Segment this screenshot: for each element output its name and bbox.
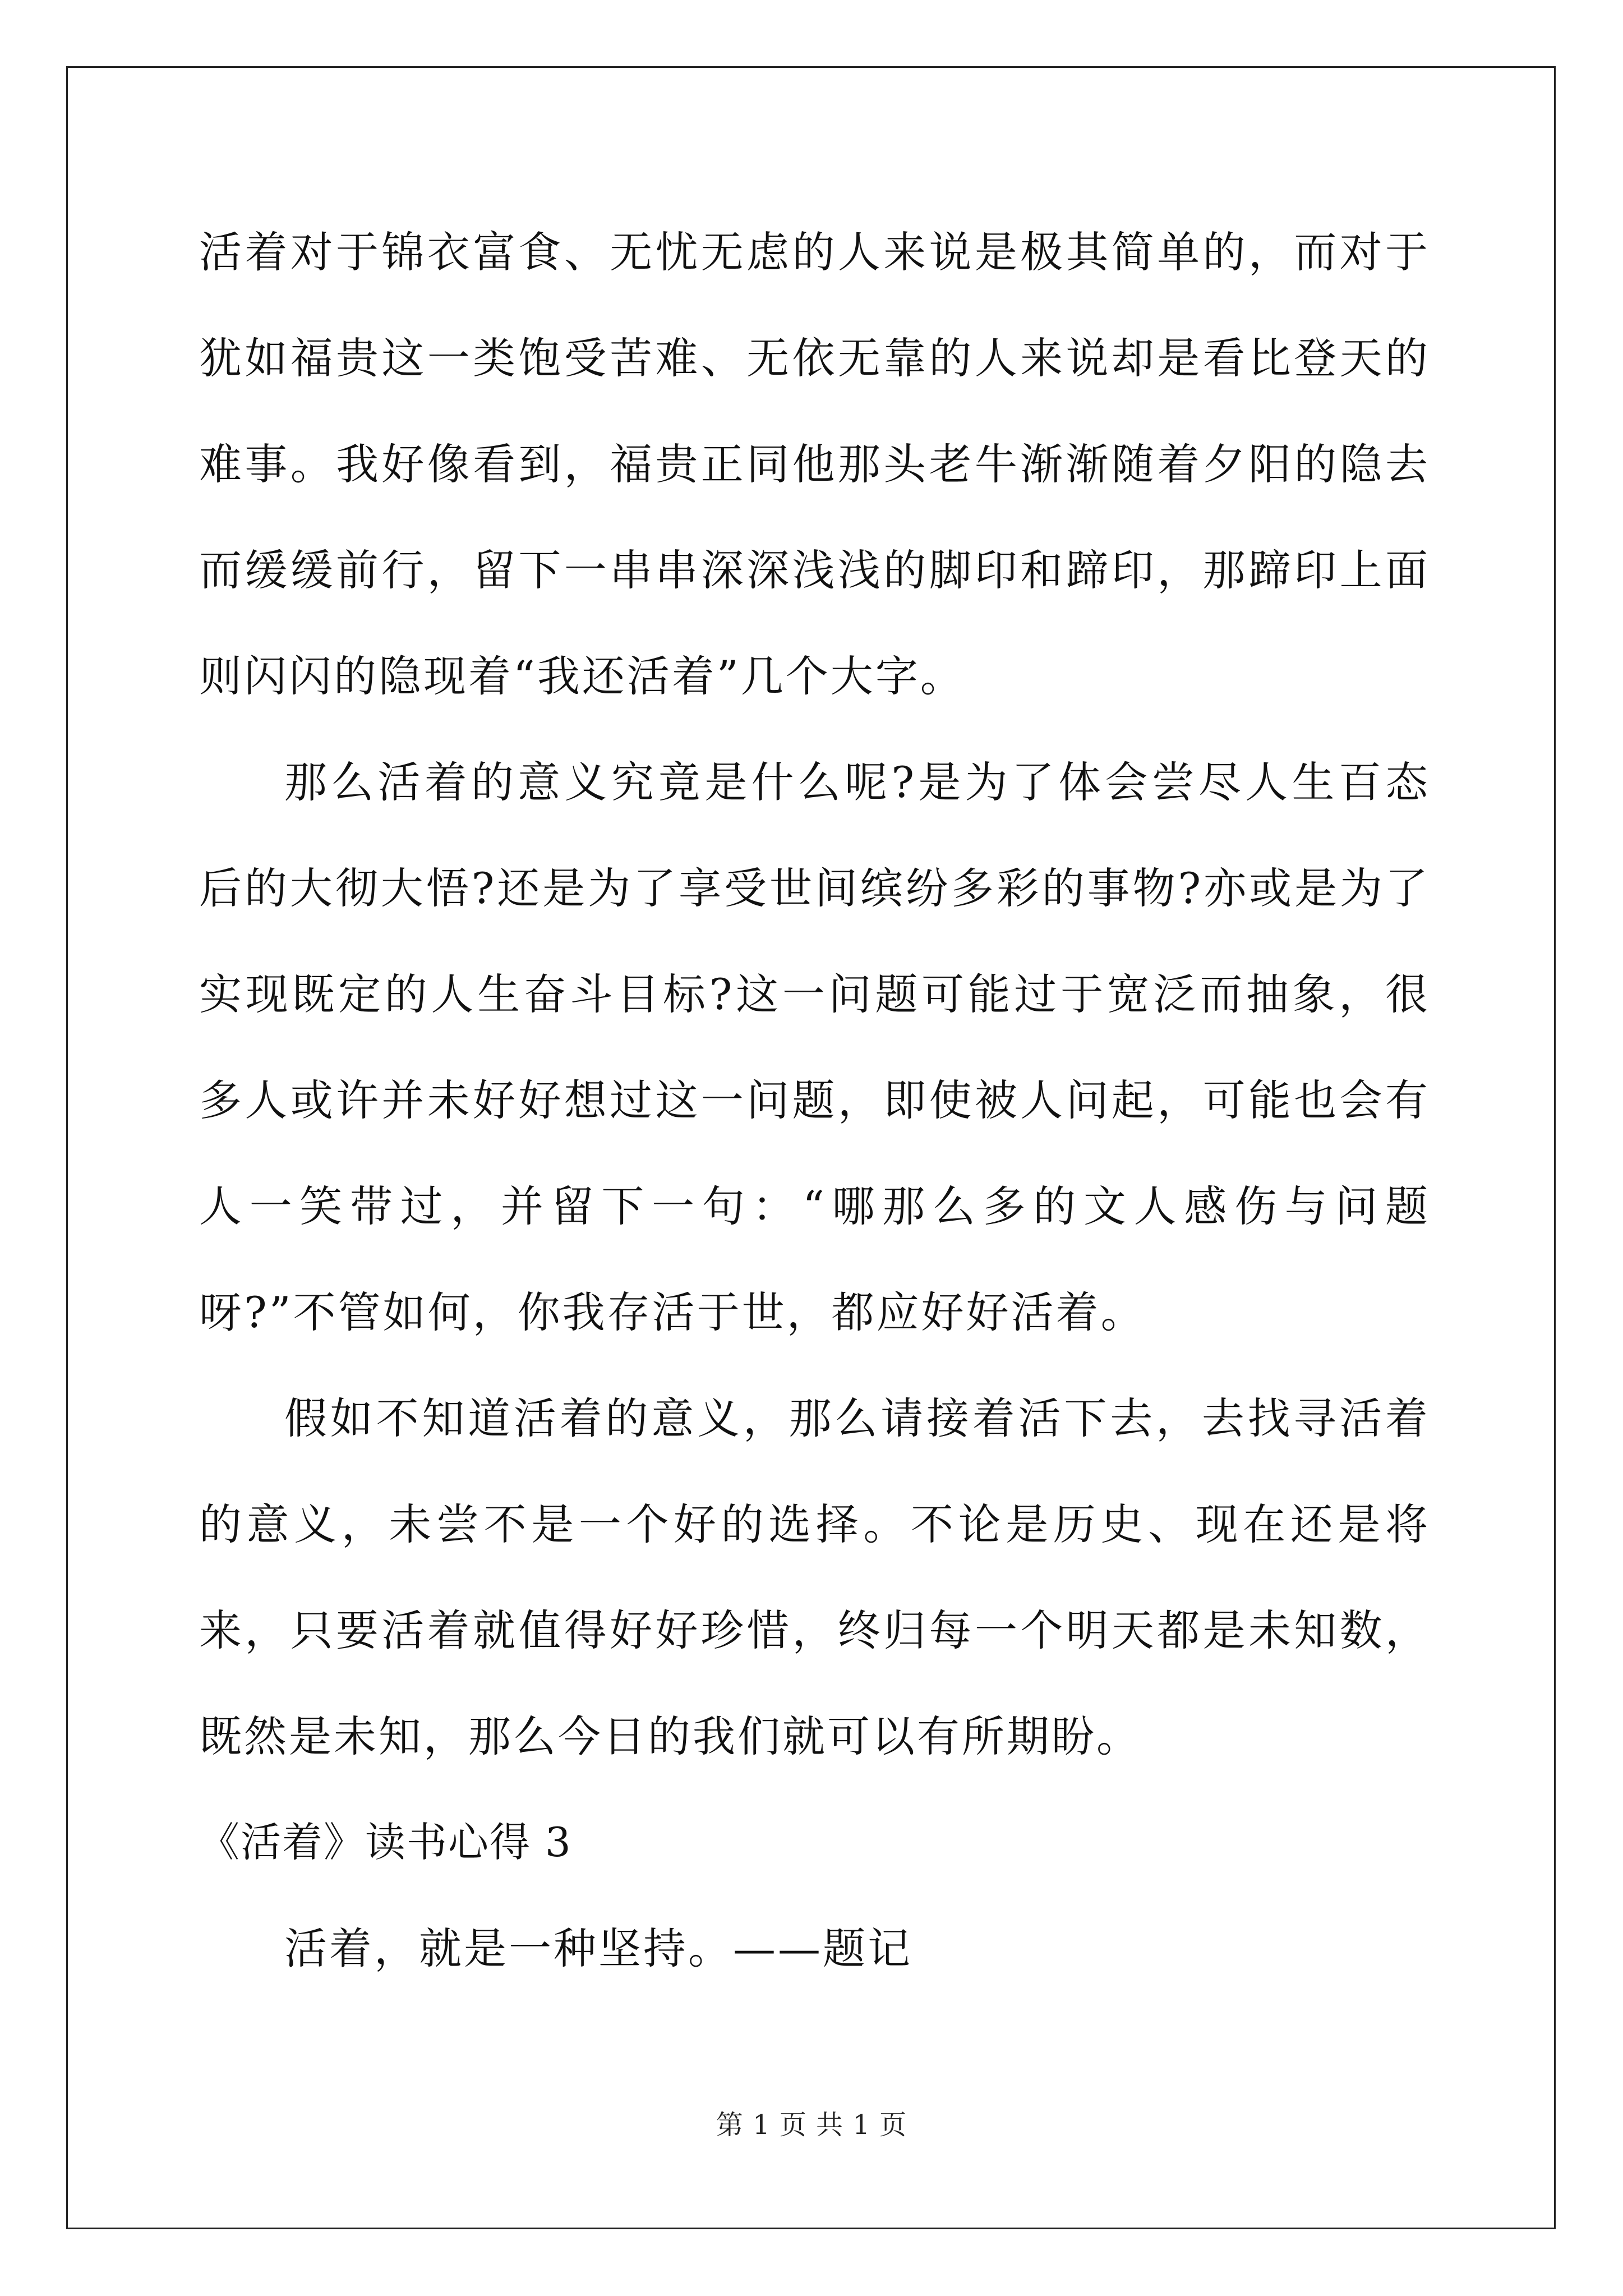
paragraph-2: 那么活着的意义究竟是什么呢?是为了体会尝尽人生百态后的大彻大悟?还是为了享受世间缤纷多彩的事物?亦或是为了实现既定的人生奋斗目标?这一问题可能过于宽泛而抽象，很多人或许并未好好想过这一问题，即使被人问起，可能也会有人一笑带过，并留下一句：“哪那么多的文人感伤与问题呀?”不管如何，你我存活于世，都应好好活着。 [199, 757, 1430, 1337]
section-title: 《活着》读书心得 3 [199, 1819, 572, 1866]
paragraph-3: 假如不知道活着的意义，那么请接着活下去，去找寻活着的意义，未尝不是一个好的选择。不论是历史、现在还是将来，只要活着就值得好好珍惜，终归每一个明天都是未知数，既然是未知，那么今日的我们就可以有所期盼。 [199, 1393, 1430, 1761]
page-footer: 第 1 页 共 1 页 [716, 2109, 907, 2141]
paragraph-4: 活着，就是一种坚持。——题记 [284, 1924, 912, 1973]
paragraph-1: 活着对于锦衣富食、无忧无虑的人来说是极其简单的，而对于犹如福贵这一类饱受苦难、无依无靠的人来说却是看比登天的难事。我好像看到，福贵正同他那头老牛渐渐随着夕阳的隐去而缓缓前行，留下一串串深深浅浅的脚印和蹄印，那蹄印上面则闪闪的隐现着“我还活着”几个大字。 [199, 227, 1430, 701]
document-body [199, 199, 1430, 2001]
